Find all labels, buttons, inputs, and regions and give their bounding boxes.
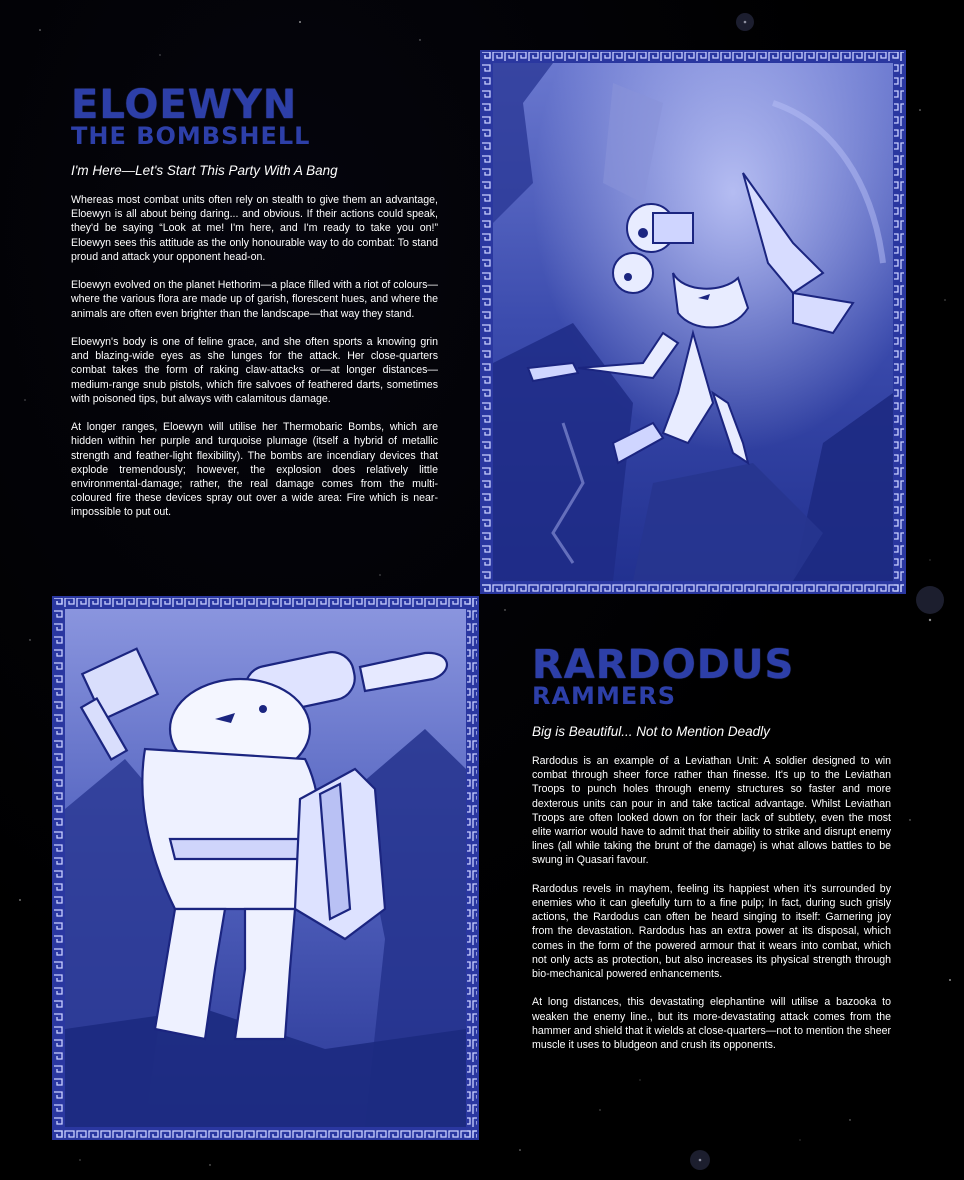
eloewyn-paragraph: Eloewyn's body is one of feline grace, and she often sports a knowing grin and blazing-wide eyes as she lunges for the attack. Her close-quarters combat takes the form of raking claw-attacks or—at longer distances—medium-range snub pistols, which fire salvoes of feathered darts, sometimes with poisoned tips, but always with calamitous damage. [71, 336, 438, 405]
eloewyn-name-heading: ELOEWYN [71, 82, 298, 128]
rardodus-paragraph: Rardodus revels in mayhem, feeling its happiest when it's surrounded by enemies who it can gleefully turn to a fine pulp; In fact, during such grisly actions, the Rardodus can often be heard singing to itself: Garnering joy from the devastation. Rardodus has an extra power at its disposal, which comes in the form of the powered armour that it wears into combat, which not only acts as protection, but also increases its physical strength through bio-mechanical powered enhancements. [532, 882, 891, 981]
rardodus-tagline: Big is Beautiful... Not to Mention Deadly [532, 724, 770, 739]
rardodus-artwork [65, 609, 466, 1127]
eloewyn-paragraph: At longer ranges, Eloewyn will utilise her Thermobaric Bombs, which are hidden within her purple and turquoise plumage (itself a hybrid of metallic strength and feather-light flexibility). The bombs are incendiary devices that explode tremendously; however, the explosion does relatively little environmental-damage; rather, the real damage comes from the multi-coloured fire these devices spray out over a wide area: Fire which is near-impossible to put out. [71, 421, 438, 519]
eloewyn-artwork [493, 63, 893, 581]
rardodus-illustration-frame [52, 596, 479, 1140]
eloewyn-tagline: I'm Here—Let's Start This Party With A Bang [71, 163, 338, 178]
rardodus-name-heading: RARDODUS [532, 642, 795, 688]
eloewyn-description [71, 193, 438, 534]
rardodus-illustration [65, 609, 466, 1127]
eloewyn-paragraph: Whereas most combat units often rely on stealth to give them an advantage, Eloewyn is all about being daring... and obvious. If their actions could speak, they'd be saying “Look at me! I'm here, and I'm ready to take you on!” Eloewyn sees this attitude as the only honourable way to do combat: To stand proud and attack your opponent head-on. [71, 194, 438, 263]
rardodus-title-heading: RAMMERS [532, 682, 676, 710]
eloewyn-title-heading: THE BOMBSHELL [71, 122, 311, 150]
eloewyn-illustration-frame [480, 50, 906, 594]
eloewyn-paragraph: Eloewyn evolved on the planet Hethorim—a place filled with a riot of colours— where the various flora are made up of garish, florescent hues, and where the animals are often even brighter than the landscape—that way they stand. [71, 279, 438, 320]
rardodus-paragraph: Rardodus is an example of a Leviathan Unit: A soldier designed to win combat through sheer force rather than finesse. It's up to the Leviathan Troops to punch holes through enemy structures so faster and more dexterous units can pour in and take tactical advantage. Whilst Leviathan Troops are often looked down on for their lack of subtlety, even the most elite warrior would have to admit that their ability to strike and disrupt enemy lines (all while taking the brunt of the damage) is what allows battles to be swung in Quasari favour. [532, 755, 891, 867]
rardodus-paragraph: At long distances, this devastating elephantine will utilise a bazooka to weaken the enemy line., but its more-devastating attack comes from the hammer and shield that it wields at close-quarters—not to mention the sheer muscle it uses to bludgeon and crush its opponents. [532, 996, 891, 1052]
eloewyn-illustration [493, 63, 893, 581]
rardodus-description [532, 754, 891, 1066]
